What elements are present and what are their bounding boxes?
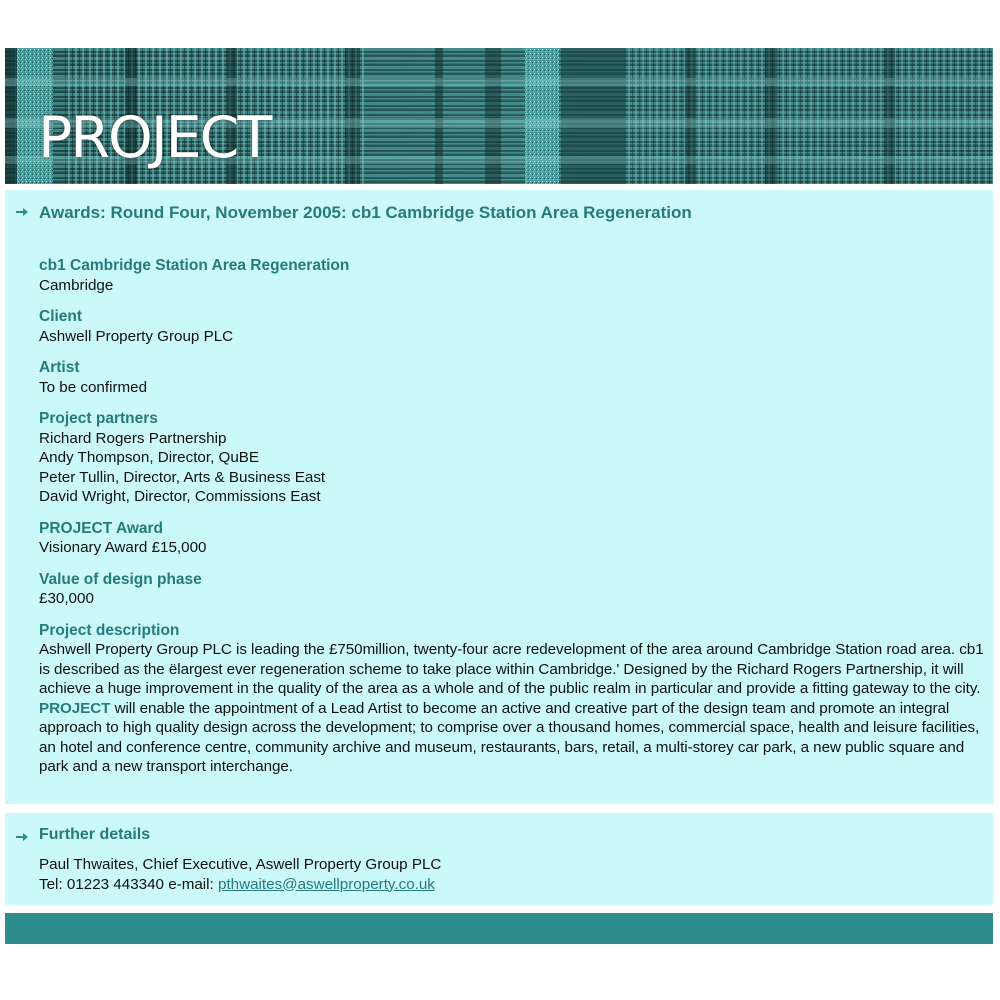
project-name-field bbox=[39, 256, 987, 295]
email-link[interactable]: pthwaites@aswellproperty.co.uk bbox=[218, 875, 435, 893]
project-name-label: cb1 Cambridge Station Area Regeneration bbox=[39, 257, 350, 274]
client-value: Ashwell Property Group PLC bbox=[39, 327, 234, 345]
artist-value: To be confirmed bbox=[39, 378, 148, 396]
contact-name: Paul Thwaites, Chief Executive, Aswell Property Group PLC bbox=[39, 856, 442, 873]
contact-line bbox=[39, 875, 441, 895]
footer-bar bbox=[5, 913, 993, 944]
description-text-before: Ashwell Property Group PLC is leading the £750million, twenty-four acre redevelopment of the area around Cambridge Station road area. cb1 is described as the ëlargest ever regeneration scheme to take place within Cambridge.' Designed by the Richard Rogers Partnership, it will achieve a huge improvement in the quality of the area as a whole and of the public realm in particular and provide a fitting gateway to the city. bbox=[39, 641, 984, 697]
client-label: Client bbox=[39, 308, 83, 325]
further-details-heading: Further details bbox=[39, 826, 151, 843]
description-text-after: will enable the appointment of a Lead Artist to become an active and creative part of the design team and promote an integral approach to high quality design across the development; to comprise over a thousand homes, commercial space, health and leisure facilities, an hotel and conference centre, community archive and museum, restaurants, bars, retail, a multi-storey car park, a new public square and park and a new transport interchange. bbox=[39, 699, 980, 775]
award-heading: Awards: Round Four, November 2005: cb1 Cambridge Station Area Regeneration bbox=[39, 203, 692, 222]
description-text bbox=[39, 640, 987, 777]
partner-item: Richard Rogers Partnership bbox=[39, 429, 227, 447]
design-value-label: Value of design phase bbox=[39, 570, 202, 588]
further-details-panel bbox=[5, 813, 993, 905]
client-field bbox=[39, 307, 987, 346]
description-highlight: PROJECT bbox=[39, 699, 111, 717]
award-panel bbox=[5, 190, 993, 804]
project-info bbox=[39, 256, 987, 789]
award-label: PROJECT Award bbox=[39, 519, 164, 537]
description-label: Project description bbox=[39, 621, 180, 639]
partner-item: David Wright, Director, Commissions East bbox=[39, 488, 321, 505]
partners-label: Project partners bbox=[39, 410, 158, 427]
design-value-field bbox=[39, 570, 987, 609]
project-banner bbox=[5, 48, 993, 184]
partner-item: Peter Tullin, Director, Arts & Business East bbox=[39, 468, 326, 486]
description-field bbox=[39, 621, 987, 777]
partners-field bbox=[39, 409, 987, 507]
design-value: £30,000 bbox=[39, 590, 94, 607]
partner-item: Andy Thompson, Director, QuBE bbox=[39, 449, 260, 466]
artist-field bbox=[39, 358, 987, 397]
tel-label: Tel: 01223 443340 e-mail: bbox=[39, 875, 214, 893]
banner-title: PROJECT bbox=[38, 105, 271, 171]
arrow-right-icon bbox=[15, 830, 29, 844]
award-field bbox=[39, 519, 987, 558]
project-location: Cambridge bbox=[39, 276, 114, 294]
award-value: Visionary Award £15,000 bbox=[39, 539, 207, 556]
arrow-right-icon bbox=[15, 205, 29, 219]
contact-info bbox=[39, 855, 441, 894]
artist-label: Artist bbox=[39, 359, 80, 376]
